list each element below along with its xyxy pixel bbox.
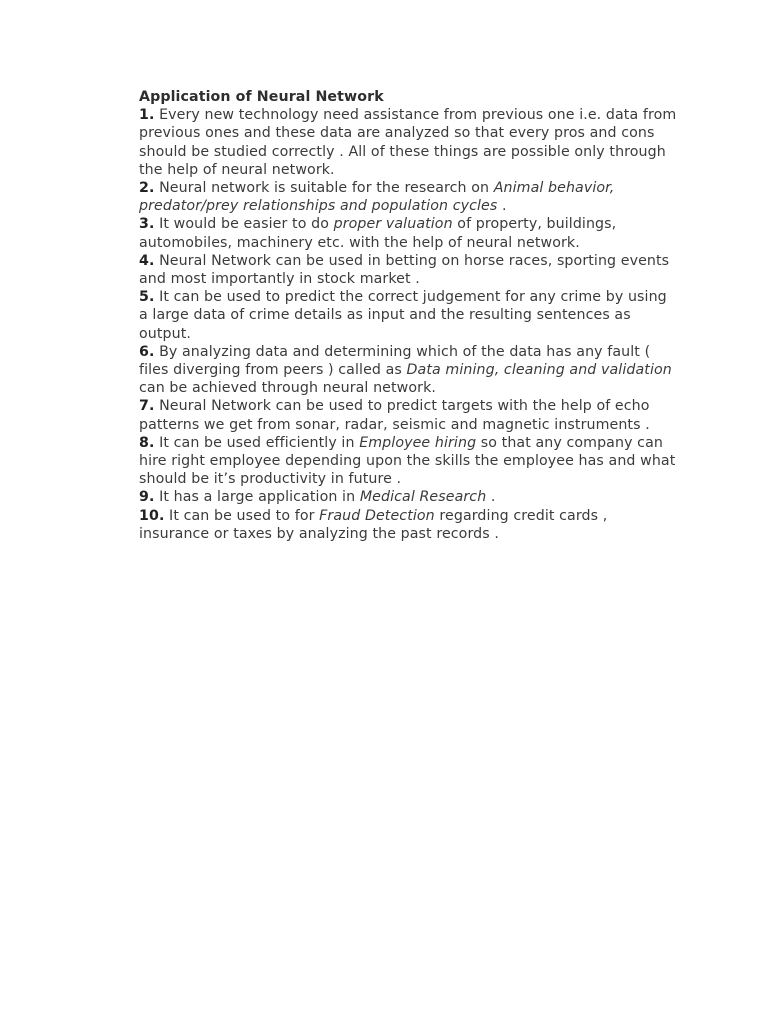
list-item <box>139 106 679 179</box>
list-item-text: It can be used to predict the correct judgement for any crime by using a large data of crime details as input and the resulting sentences as output. <box>139 289 667 342</box>
list-item <box>139 252 679 288</box>
list-item-number: 2. <box>139 180 155 197</box>
list-item-emphasis: Animal behavior, predator/prey relationships and population cycles <box>139 180 615 215</box>
list-item-text: so that any company can hire right employee depending upon the skills the employee has and what should be it’s productivity in future . <box>139 434 676 488</box>
list-item-number: 8. <box>139 434 155 451</box>
list-item-text: regarding credit cards , insurance or taxes by analyzing the past records . <box>139 507 608 542</box>
list-item-text: . <box>486 489 496 506</box>
list-item-text: . <box>497 198 507 215</box>
list-item-text: Neural Network can be used to predict targets with the help of echo patterns we get from sonar, radar, seismic and magnetic instruments . <box>139 398 650 433</box>
document-title: Application of Neural Network <box>139 89 384 105</box>
document-content <box>139 88 679 543</box>
list-item-text: Neural network is suitable for the research on <box>154 180 494 197</box>
list-item-text: of property, buildings, automobiles, machinery etc. with the help of neural network. <box>139 216 617 251</box>
list-item-text: By analyzing data and determining which of the data has any fault ( files diverging from peers ) called as <box>139 343 651 379</box>
list-item-text: It can be used to for <box>164 507 320 524</box>
list-item-emphasis: Fraud Detection <box>319 507 435 524</box>
list-item-emphasis: proper valuation <box>333 216 453 233</box>
list-item-number: 7. <box>139 398 155 415</box>
list-item-number: 1. <box>139 107 155 124</box>
application-list <box>139 106 679 543</box>
list-item-number: 5. <box>139 289 155 306</box>
list-item <box>139 488 679 506</box>
list-item <box>139 434 679 489</box>
list-item <box>139 343 679 398</box>
list-item-text: Every new technology need assistance from previous one i.e. data from previous ones and these data are analyzed so that every pros and cons should be studied correctly . All of these things are possible only through the help of neural network. <box>139 107 677 178</box>
list-item <box>139 397 679 433</box>
list-item-number: 6. <box>139 343 155 360</box>
list-item <box>139 179 679 215</box>
list-item-emphasis: Medical Research <box>359 489 487 506</box>
list-item-number: 3. <box>139 216 155 233</box>
list-item-number: 9. <box>139 489 155 506</box>
list-item-text: can be achieved through neural network. <box>139 380 437 397</box>
list-item <box>139 215 679 251</box>
list-item-emphasis: Data mining, cleaning and validation <box>406 362 672 379</box>
list-item-emphasis: Employee hiring <box>359 434 477 451</box>
list-item <box>139 288 679 343</box>
list-item-number: 4. <box>139 252 155 269</box>
list-item-text: It can be used efficiently in <box>154 434 360 451</box>
list-item-text: It has a large application in <box>154 489 360 506</box>
list-item-number: 10. <box>139 507 165 524</box>
list-item <box>139 507 679 543</box>
list-item-text: Neural Network can be used in betting on horse races, sporting events and most importantly in stock market . <box>139 252 670 288</box>
list-item-text: It would be easier to do <box>154 216 334 233</box>
